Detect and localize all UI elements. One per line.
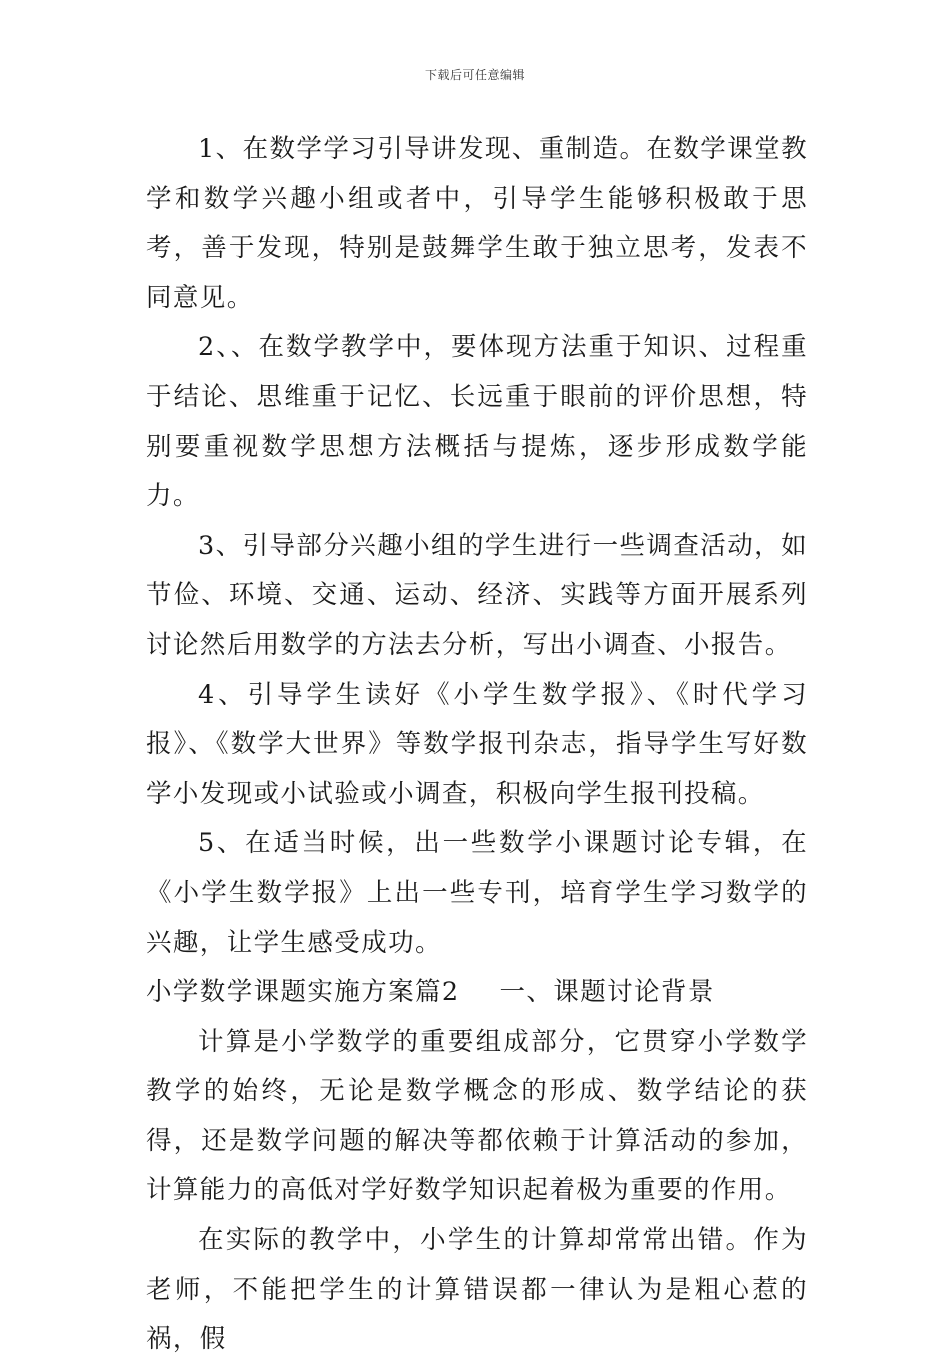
section-heading	[146, 968, 808, 1018]
paragraph-1: 1、在数学学习引导讲发现、重制造。在数学课堂教学和数学兴趣小组或者中，引导学生能够积极敢于思考，善于发现，特别是鼓舞学生敢于独立思考，发表不同意见。	[146, 134, 808, 313]
document-body	[146, 125, 808, 1365]
paragraph-5: 5、在适当时候，出一些数学小课题讨论专辑，在《小学生数学报》上出一些专刊，培育学生学习数学的兴趣，让学生感受成功。	[146, 828, 808, 958]
paragraph-7: 在实际的教学中，小学生的计算却常常出错。作为老师，不能把学生的计算错误都一律认为是粗心惹的祸，假	[146, 1225, 808, 1355]
paragraph-3: 3、引导部分兴趣小组的学生进行一些调查活动，如节俭、环境、交通、运动、经济、实践等方面开展系列讨论然后用数学的方法去分析，写出小调查、小报告。	[146, 530, 808, 660]
section-title: 小学数学课题实施方案篇2	[146, 977, 460, 1008]
paragraph-2: 2、、在数学教学中，要体现方法重于知识、过程重于结论、思维重于记忆、长远重于眼前的评价思想，特别要重视数学思想方法概括与提炼，逐步形成数学能力。	[146, 332, 808, 512]
paragraph-6: 计算是小学数学的重要组成部分，它贯穿小学数学教学的始终，无论是数学概念的形成、数学结论的获得，还是数学问题的解决等都依赖于计算活动的参加，计算能力的高低对学好数学知识起着极为重要的作用。	[146, 1026, 808, 1206]
paragraph-4: 4、引导学生读好《小学生数学报》、《时代学习报》、《数学大世界》等数学报刊杂志，指导学生写好数学小发现或小试验或小调查，积极向学生报刊投稿。	[146, 679, 808, 809]
header-note: 下载后可任意编辑	[424, 68, 525, 82]
section-subtitle: 一、课题讨论背景	[499, 977, 715, 1008]
